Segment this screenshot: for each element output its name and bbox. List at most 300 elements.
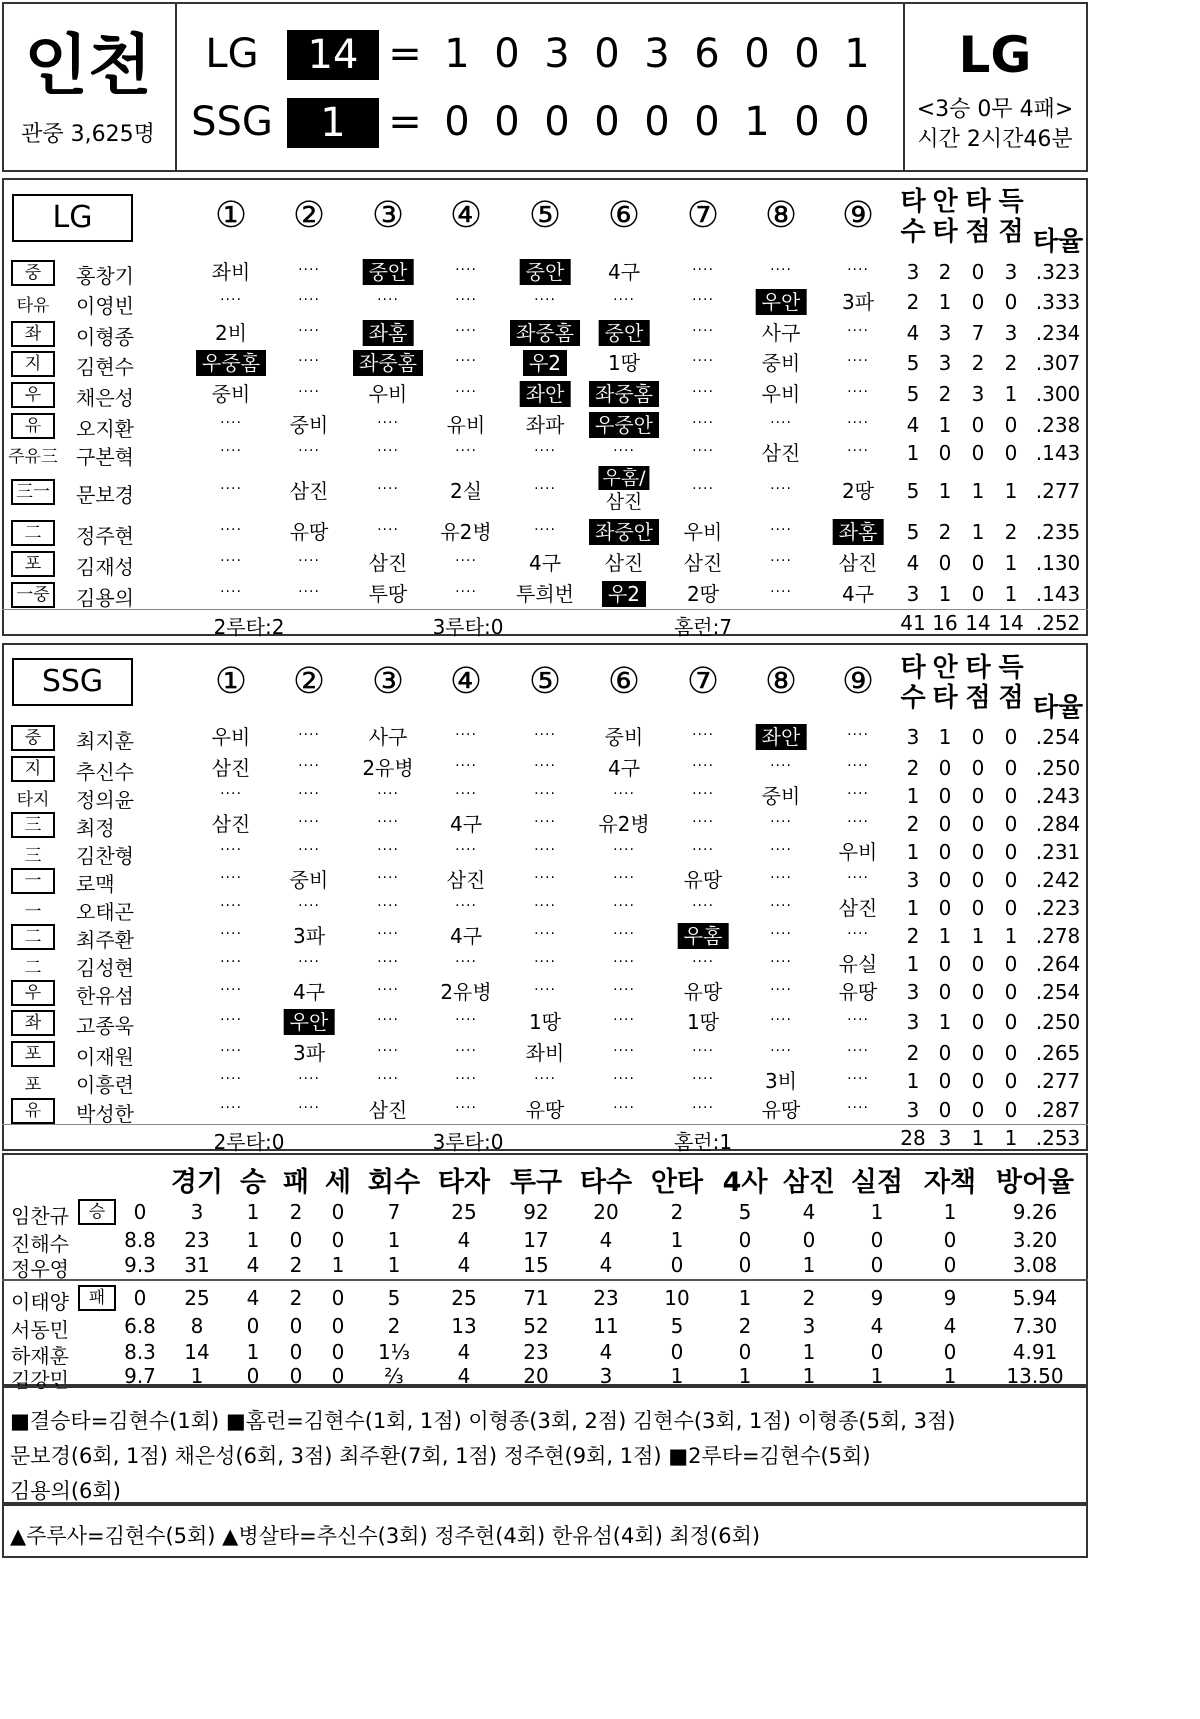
pitcher-stat: 3 (802, 1314, 816, 1338)
series-record: <3승 0무 4패> (916, 97, 1074, 122)
at-bat-result: ···· (534, 522, 556, 538)
inning-score: 0 (494, 31, 520, 77)
player-stat: 1 (938, 582, 952, 606)
at-bat-result: ···· (692, 758, 714, 774)
pitcher-stat: 0 (331, 1314, 345, 1338)
pitcher-stat: 2 (289, 1286, 303, 1310)
player-stat: 1 (971, 520, 985, 544)
pitcher-stat: 20 (593, 1200, 619, 1224)
at-bat-result: ···· (847, 870, 869, 886)
pitcher-stat: 71 (523, 1286, 549, 1310)
player-stat: 0 (971, 725, 985, 749)
doubles-total: 2루타:0 (213, 1130, 285, 1154)
at-bat-result: ···· (377, 443, 399, 459)
pitcher-stat: 4 (943, 1314, 957, 1338)
position-badge: 지 (11, 351, 55, 377)
player-name: 한유섬 (76, 984, 134, 1008)
pitcher-stat: 5.94 (1012, 1286, 1058, 1310)
position-label: 포 (24, 1075, 42, 1095)
at-bat-result: ···· (455, 1071, 477, 1087)
at-bat-result: 우비 (761, 382, 801, 406)
player-stat: 0 (938, 952, 952, 976)
pitcher-stat: 9 (870, 1286, 884, 1310)
at-bat-result: ···· (534, 292, 556, 308)
at-bat-result: ···· (847, 415, 869, 431)
pitcher-stat: 4 (802, 1200, 816, 1224)
stat-header: 타 (965, 187, 991, 217)
at-bat-result: ···· (298, 292, 320, 308)
pitcher-stat: 9.26 (1012, 1200, 1058, 1224)
at-bat-result: 중비 (761, 351, 801, 375)
at-bat-hit: 중안 (363, 259, 414, 285)
player-avg: .250 (1035, 1010, 1081, 1034)
pitcher-stat: 0 (738, 1228, 752, 1252)
pitcher-stat: 1 (870, 1364, 884, 1388)
at-bat-result: 우비 (368, 382, 408, 406)
pitcher-stat: 0 (943, 1228, 957, 1252)
at-bat-result: ···· (692, 898, 714, 914)
player-avg: .284 (1035, 812, 1081, 836)
player-stat: 1 (938, 479, 952, 503)
pitcher-stat: 0 (331, 1228, 345, 1252)
at-bat-hit: 좌안 (520, 381, 571, 407)
inning-header: ⑥ (607, 195, 641, 236)
stat-header: 안 (932, 187, 958, 217)
at-bat-result: ···· (534, 443, 556, 459)
player-stat: 0 (971, 290, 985, 314)
pitching-header: 투구 (509, 1167, 563, 1198)
pitcher-stat: 25 (451, 1286, 477, 1310)
at-bat-result: ···· (847, 262, 869, 278)
position-badge: 중 (11, 260, 55, 286)
at-bat-result: ···· (298, 727, 320, 743)
player-stat: 0 (1004, 896, 1018, 920)
at-bat-result: ···· (298, 584, 320, 600)
pitcher-stat: 52 (523, 1314, 549, 1338)
at-bat-result: ···· (770, 814, 792, 830)
position-badge: 우 (11, 382, 55, 408)
pitcher-stat: 4 (457, 1364, 471, 1388)
at-bat-result: ···· (220, 443, 242, 459)
pitcher-stat: 1 (387, 1253, 401, 1277)
pitcher-stat: 1 (738, 1286, 752, 1310)
at-bat-result: 중비 (211, 382, 251, 406)
player-stat: 2 (938, 260, 952, 284)
player-name: 김용의 (76, 586, 134, 610)
pitcher-stat: 1 (246, 1200, 260, 1224)
player-stat: 5 (906, 520, 920, 544)
at-bat-result: 좌비 (525, 1041, 565, 1065)
at-bat-result: ···· (847, 353, 869, 369)
at-bat-result: ···· (220, 415, 242, 431)
notes-line-1: ■결승타=김현수(1회) ■홈런=김현수(1회, 1점) 이형종(3회, 2점) 김현수(3회, 1점) 이형종(5회, 3점) (10, 1409, 956, 1433)
stadium-name: 인천 (24, 27, 152, 104)
at-bat-result: ···· (534, 727, 556, 743)
at-bat-result: ···· (770, 954, 792, 970)
pitcher-stat: 1 (246, 1228, 260, 1252)
at-bat-result: ···· (298, 443, 320, 459)
pitcher-stat: 23 (523, 1340, 549, 1364)
at-bat-result: ···· (220, 870, 242, 886)
player-stat: 5 (906, 479, 920, 503)
at-bat-result: ···· (613, 1043, 635, 1059)
inning-header: ⑤ (528, 195, 562, 236)
pitching-header: 타자 (437, 1167, 491, 1198)
at-bat-result: 유땅 (683, 868, 723, 892)
stat-header: 타 (900, 653, 926, 683)
pitcher-stat: 0 (246, 1364, 260, 1388)
pitcher-entry: 8.3 (124, 1340, 156, 1364)
at-bat-result: 3파 (292, 924, 326, 948)
inning-score: 1 (744, 99, 770, 145)
stat-header: 득 (998, 187, 1024, 217)
at-bat-result: 삼진 (838, 896, 878, 920)
at-bat-result: 삼진 (683, 551, 723, 575)
at-bat-result: ···· (455, 1100, 477, 1116)
position-badge: 三一 (11, 479, 55, 505)
inning-header: ⑥ (607, 661, 641, 702)
player-stat: 3 (906, 582, 920, 606)
pitcher-stat: 3.08 (1012, 1253, 1058, 1277)
at-bat-result: ···· (847, 443, 869, 459)
homers-total: 홈런:7 (673, 615, 733, 639)
at-bat-result: ···· (377, 1071, 399, 1087)
at-bat-result: ···· (692, 1100, 714, 1116)
pitcher-stat: 1 (738, 1364, 752, 1388)
at-bat-result: ···· (377, 898, 399, 914)
at-bat-result: ···· (770, 415, 792, 431)
at-bat-result: ···· (692, 786, 714, 802)
at-bat-result: ···· (377, 1043, 399, 1059)
player-stat: 2 (938, 520, 952, 544)
equals-sign: = (388, 99, 422, 145)
stat-header: 안 (932, 653, 958, 683)
at-bat-result: ···· (534, 758, 556, 774)
at-bat-result: 삼진 (605, 491, 643, 513)
player-name: 김현수 (76, 355, 134, 379)
at-bat-result: ···· (298, 353, 320, 369)
at-bat-result: ···· (455, 384, 477, 400)
player-stat: 4 (906, 413, 920, 437)
player-stat: 0 (1004, 868, 1018, 892)
at-bat-hit: 우2 (602, 581, 646, 607)
player-name: 구본혁 (76, 445, 134, 469)
at-bat-result: ···· (534, 926, 556, 942)
at-bat-result: ···· (692, 1071, 714, 1087)
at-bat-result: 사구 (761, 321, 801, 345)
stat-header: 수 (900, 217, 926, 247)
team-total-stat: 3 (938, 1126, 952, 1150)
pitching-header: 실점 (850, 1167, 904, 1198)
inning-header: ⑧ (764, 195, 798, 236)
player-name: 로맥 (76, 872, 115, 896)
player-avg: .287 (1035, 1098, 1081, 1122)
pitching-header: 방어율 (995, 1167, 1075, 1198)
pitcher-stat: 1 (802, 1364, 816, 1388)
at-bat-result: 중비 (289, 868, 329, 892)
inning-score: 0 (694, 99, 720, 145)
at-bat-result: ···· (298, 323, 320, 339)
position-badge: 유 (11, 413, 55, 439)
player-stat: 2 (906, 756, 920, 780)
at-bat-result: ···· (377, 292, 399, 308)
team-total-runs: 1 (287, 98, 379, 148)
inning-score: 0 (444, 99, 470, 145)
pitching-header: 타수 (579, 1167, 633, 1198)
pitcher-stat: 2 (387, 1314, 401, 1338)
at-bat-result: ···· (613, 898, 635, 914)
player-stat: 0 (938, 868, 952, 892)
at-bat-result: ···· (770, 553, 792, 569)
game-duration: 시간 2시간46분 (917, 127, 1073, 152)
inning-score: 0 (544, 99, 570, 145)
player-name: 김성현 (76, 956, 134, 980)
at-bat-result: ···· (613, 870, 635, 886)
player-stat: 0 (1004, 1098, 1018, 1122)
equals-sign: = (388, 31, 422, 77)
player-stat: 0 (938, 1041, 952, 1065)
pitcher-stat: 0 (331, 1340, 345, 1364)
position-label: 타유 (16, 296, 50, 316)
at-bat-result: ···· (613, 926, 635, 942)
pitcher-name: 김강민 (11, 1368, 69, 1392)
player-avg: .231 (1035, 840, 1081, 864)
at-bat-result: 4구 (449, 812, 483, 836)
at-bat-result: ···· (455, 262, 477, 278)
at-bat-result: ···· (298, 384, 320, 400)
pitcher-stat: 0 (289, 1228, 303, 1252)
at-bat-result: ···· (613, 786, 635, 802)
player-stat: 2 (906, 290, 920, 314)
at-bat-result: ···· (613, 982, 635, 998)
inning-header: ② (292, 661, 326, 702)
notes-line-3: 김용의(6회) (10, 1479, 121, 1503)
at-bat-result: 삼진 (211, 756, 251, 780)
player-stat: 3 (906, 725, 920, 749)
at-bat-result: ···· (847, 786, 869, 802)
position-badge: 지 (11, 756, 55, 782)
inning-score: 6 (694, 31, 720, 77)
at-bat-result: 중비 (604, 725, 644, 749)
player-stat: 4 (906, 551, 920, 575)
homers-total: 홈런:1 (673, 1130, 733, 1154)
at-bat-result: ···· (377, 522, 399, 538)
stat-header: 타 (965, 653, 991, 683)
at-bat-result: ···· (220, 292, 242, 308)
at-bat-result: ···· (534, 786, 556, 802)
at-bat-hit: 우안 (756, 289, 807, 315)
inning-header: ⑧ (764, 661, 798, 702)
at-bat-result: ···· (220, 584, 242, 600)
player-stat: 1 (906, 441, 920, 465)
at-bat-result: ···· (613, 443, 635, 459)
stat-header: 점 (965, 683, 991, 713)
at-bat-result: 2유병 (440, 980, 492, 1004)
pitcher-stat: 25 (451, 1200, 477, 1224)
pitcher-stat: 1 (670, 1364, 684, 1388)
player-stat: 1 (971, 479, 985, 503)
at-bat-result: ···· (220, 786, 242, 802)
player-avg: .265 (1035, 1041, 1081, 1065)
player-stat: 0 (1004, 1041, 1018, 1065)
at-bat-result: ···· (220, 522, 242, 538)
at-bat-result: ···· (770, 522, 792, 538)
inning-header: ⑨ (841, 661, 875, 702)
player-stat: 2 (906, 924, 920, 948)
inning-header: ⑤ (528, 661, 562, 702)
pitcher-stat: 1⅓ (377, 1340, 411, 1364)
at-bat-result: ···· (455, 898, 477, 914)
player-avg: .235 (1035, 520, 1081, 544)
at-bat-result: ···· (770, 870, 792, 886)
pitching-header: 패 (282, 1167, 310, 1198)
pitcher-stat: 1 (246, 1340, 260, 1364)
pitcher-stat: 0 (331, 1364, 345, 1388)
at-bat-result: ···· (455, 443, 477, 459)
pitcher-stat: 0 (943, 1340, 957, 1364)
player-stat: 1 (1004, 582, 1018, 606)
position-badge: 一 (11, 868, 55, 894)
at-bat-result: 유땅 (761, 1098, 801, 1122)
player-stat: 0 (938, 980, 952, 1004)
avg-header: 타율 (1032, 693, 1084, 723)
at-bat-result: ···· (298, 1071, 320, 1087)
at-bat-result: ···· (377, 982, 399, 998)
at-bat-result: ···· (692, 262, 714, 278)
at-bat-result: ···· (455, 727, 477, 743)
pitcher-stat: 5 (670, 1314, 684, 1338)
at-bat-result: ···· (298, 954, 320, 970)
pitcher-stat: 4 (457, 1340, 471, 1364)
inning-score: 3 (544, 31, 570, 77)
player-stat: 0 (971, 551, 985, 575)
pitcher-stat: 0 (331, 1200, 345, 1224)
player-stat: 5 (906, 382, 920, 406)
stat-header: 타 (932, 217, 958, 247)
at-bat-result: 투희번 (516, 582, 574, 606)
at-bat-result: ···· (377, 954, 399, 970)
attendance: 관중 3,625명 (21, 122, 155, 147)
player-stat: 3 (906, 868, 920, 892)
pitcher-stat: 1 (387, 1228, 401, 1252)
player-stat: 1 (906, 840, 920, 864)
pitcher-stat: 17 (523, 1228, 549, 1252)
at-bat-result: ···· (847, 814, 869, 830)
at-bat-hit: 중안 (599, 320, 650, 346)
team-total-stat: 1 (1004, 1126, 1018, 1150)
at-bat-result: 유실 (838, 952, 878, 976)
pitcher-stat: 7.30 (1012, 1314, 1058, 1338)
player-stat: 0 (1004, 756, 1018, 780)
at-bat-result: 2비 (214, 321, 248, 345)
at-bat-result: ···· (534, 481, 556, 497)
pitching-header: 경기 (170, 1167, 224, 1198)
at-bat-result: ···· (692, 1043, 714, 1059)
pitcher-stat: 1 (670, 1228, 684, 1252)
pitcher-stat: 23 (184, 1228, 210, 1252)
player-avg: .243 (1035, 784, 1081, 808)
at-bat-result: 삼진 (368, 551, 408, 575)
team-total-stat: 14 (965, 611, 991, 635)
player-avg: .234 (1035, 321, 1081, 345)
player-stat: 0 (1004, 812, 1018, 836)
player-stat: 3 (1004, 260, 1018, 284)
player-stat: 0 (938, 441, 952, 465)
at-bat-result: ···· (847, 727, 869, 743)
pitcher-stat: 23 (593, 1286, 619, 1310)
at-bat-result: ···· (613, 1100, 635, 1116)
player-name: 최주환 (76, 928, 134, 952)
at-bat-result: ···· (455, 842, 477, 858)
player-avg: .242 (1035, 868, 1081, 892)
pitcher-stat: 2 (289, 1200, 303, 1224)
pitcher-stat: 2 (738, 1314, 752, 1338)
at-bat-hit: 우중안 (589, 412, 659, 438)
at-bat-result: ···· (455, 584, 477, 600)
player-stat: 0 (971, 441, 985, 465)
player-name: 정의윤 (76, 788, 134, 812)
at-bat-result: 중비 (761, 784, 801, 808)
player-stat: 5 (906, 351, 920, 375)
at-bat-result: ···· (534, 870, 556, 886)
position-badge: 좌 (11, 321, 55, 347)
player-avg: .307 (1035, 351, 1081, 375)
pitcher-stat: 1 (331, 1253, 345, 1277)
player-stat: 1 (1004, 924, 1018, 948)
pitcher-stat: 0 (870, 1340, 884, 1364)
pitcher-stat: 4 (599, 1253, 613, 1277)
player-avg: .238 (1035, 413, 1081, 437)
pitcher-stat: 0 (289, 1314, 303, 1338)
player-stat: 0 (971, 1010, 985, 1034)
at-bat-result: ···· (298, 553, 320, 569)
at-bat-result: ···· (692, 814, 714, 830)
at-bat-result: ···· (298, 1100, 320, 1116)
at-bat-result: 우비 (211, 725, 251, 749)
pitching-header: 승 (239, 1167, 267, 1198)
position-badge: 二 (11, 924, 55, 950)
at-bat-result: ···· (770, 584, 792, 600)
at-bat-result: 우비 (683, 520, 723, 544)
player-stat: 0 (971, 980, 985, 1004)
at-bat-result: 유비 (446, 413, 486, 437)
player-stat: 3 (971, 382, 985, 406)
player-stat: 0 (971, 756, 985, 780)
player-stat: 0 (971, 1069, 985, 1093)
pitcher-stat: 4 (599, 1340, 613, 1364)
at-bat-hit: 우홈/ (598, 466, 649, 490)
pitcher-stat: 1 (943, 1200, 957, 1224)
player-avg: .277 (1035, 1069, 1081, 1093)
inning-score: 0 (794, 31, 820, 77)
at-bat-hit: 좌중안 (589, 519, 659, 545)
at-bat-result: 유땅 (683, 980, 723, 1004)
notes-line-4: ▲주루사=김현수(5회) ▲병살타=추신수(3회) 정주현(4회) 한유섬(4회) 최정(6회) (10, 1524, 761, 1548)
at-bat-result: ···· (847, 758, 869, 774)
inning-header: ④ (449, 661, 483, 702)
team-label: SSG (12, 658, 133, 706)
pitcher-stat: 4 (599, 1228, 613, 1252)
player-stat: 1 (938, 290, 952, 314)
pitcher-name: 임찬규 (11, 1204, 69, 1228)
player-stat: 0 (971, 812, 985, 836)
pitcher-stat: 5 (387, 1286, 401, 1310)
pitcher-stat: 4 (246, 1286, 260, 1310)
player-stat: 0 (1004, 413, 1018, 437)
at-bat-result: ···· (298, 842, 320, 858)
player-stat: 0 (1004, 980, 1018, 1004)
at-bat-result: ···· (847, 1012, 869, 1028)
